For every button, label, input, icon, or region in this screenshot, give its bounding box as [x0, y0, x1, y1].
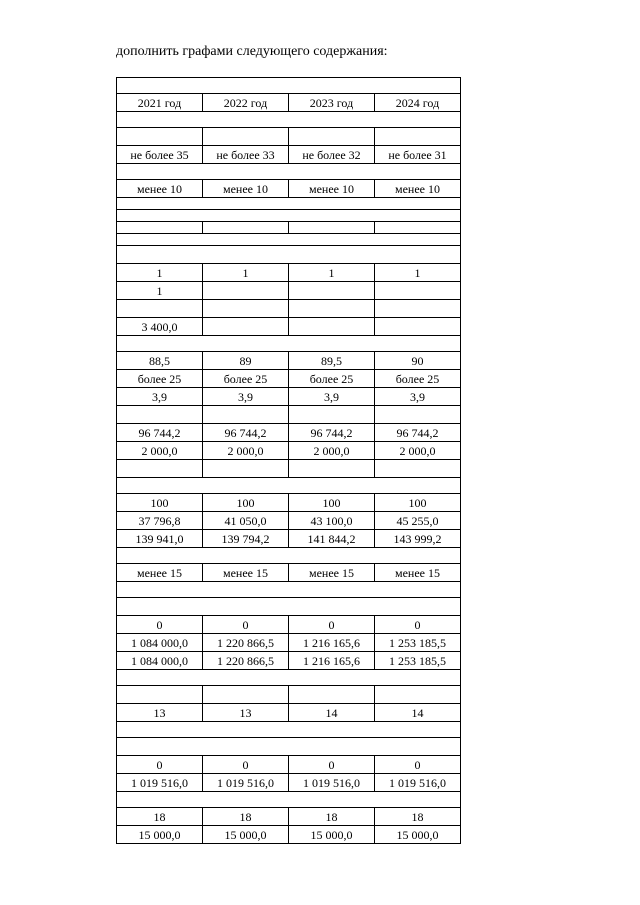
table-cell: более 25: [375, 370, 461, 388]
table-spacer-row: [117, 792, 461, 808]
table-row: [117, 406, 461, 424]
table-cell: 90: [375, 352, 461, 370]
table-row: [117, 128, 461, 146]
table-cell: [375, 686, 461, 704]
table-cell: 88,5: [117, 352, 203, 370]
table-cell: 0: [203, 616, 289, 634]
table-cell: 1 216 165,6: [289, 634, 375, 652]
table-cell: 3,9: [203, 388, 289, 406]
table-cell: 3 400,0: [117, 318, 203, 336]
table-cell: 1: [289, 264, 375, 282]
table-cell: [289, 460, 375, 478]
table-cell: [375, 318, 461, 336]
table-cell: 0: [289, 756, 375, 774]
table-cell: не более 32: [289, 146, 375, 164]
table-cell: 1: [117, 282, 203, 300]
table-spacer-row: [117, 78, 461, 94]
table-cell: 3,9: [117, 388, 203, 406]
table-cell: 2 000,0: [203, 442, 289, 460]
table-cell: 96 744,2: [117, 424, 203, 442]
table-spacer-row: [117, 210, 461, 222]
table-cell: [375, 406, 461, 424]
table-cell: [375, 222, 461, 234]
table-cell: 96 744,2: [203, 424, 289, 442]
table-cell: 14: [375, 704, 461, 722]
table-spacer-row: [117, 548, 461, 564]
table-cell: 41 050,0: [203, 512, 289, 530]
table-cell: 143 999,2: [375, 530, 461, 548]
table-row: [117, 704, 461, 722]
merged-cell: [117, 336, 461, 352]
merged-cell: [117, 164, 461, 180]
table-row: [117, 424, 461, 442]
table-row: [117, 222, 461, 234]
table-cell: 100: [375, 494, 461, 512]
table-body: [117, 78, 461, 844]
table-cell: 18: [375, 808, 461, 826]
table-cell: 15 000,0: [375, 826, 461, 844]
table-spacer-row: [117, 582, 461, 598]
table-cell: [375, 128, 461, 146]
table-cell: 141 844,2: [289, 530, 375, 548]
table-cell: 139 794,2: [203, 530, 289, 548]
table-cell: 1 084 000,0: [117, 652, 203, 670]
table-cell: менее 10: [375, 180, 461, 198]
table-cell: [117, 222, 203, 234]
merged-cell: [117, 234, 461, 246]
merged-cell: [117, 210, 461, 222]
table-spacer-row: [117, 164, 461, 180]
table-cell: менее 15: [375, 564, 461, 582]
table-cell: 100: [289, 494, 375, 512]
table-cell: [203, 460, 289, 478]
table-cell: [289, 406, 375, 424]
table-cell: [289, 318, 375, 336]
merged-cell: [117, 198, 461, 210]
table-cell: менее 10: [289, 180, 375, 198]
table-row: [117, 146, 461, 164]
table-cell: [203, 406, 289, 424]
table-cell: 2 000,0: [375, 442, 461, 460]
table-cell: 100: [117, 494, 203, 512]
table-cell: менее 15: [289, 564, 375, 582]
table-cell: 1 019 516,0: [117, 774, 203, 792]
table-row: [117, 180, 461, 198]
table-cell: [375, 460, 461, 478]
table-cell: менее 10: [117, 180, 203, 198]
table-cell: 1 220 866,5: [203, 652, 289, 670]
table-row: [117, 530, 461, 548]
table-cell: 100: [203, 494, 289, 512]
table-row: [117, 808, 461, 826]
table-cell: 1 019 516,0: [375, 774, 461, 792]
table-cell: [203, 318, 289, 336]
table-row: [117, 282, 461, 300]
table-cell: не более 35: [117, 146, 203, 164]
table-cell: [375, 282, 461, 300]
merged-cell: [117, 670, 461, 686]
table-cell: менее 15: [117, 564, 203, 582]
table-cell: 1 084 000,0: [117, 634, 203, 652]
table-cell: 1 019 516,0: [289, 774, 375, 792]
table-cell: 139 941,0: [117, 530, 203, 548]
table-spacer-row: [117, 670, 461, 686]
table-row: [117, 352, 461, 370]
table-cell: более 25: [117, 370, 203, 388]
table-cell: менее 10: [203, 180, 289, 198]
table-cell: 1: [117, 264, 203, 282]
table-cell: 3,9: [375, 388, 461, 406]
table-cell: 14: [289, 704, 375, 722]
table-cell: 18: [117, 808, 203, 826]
table-row: [117, 564, 461, 582]
table-spacer-row: [117, 234, 461, 246]
table-cell: более 25: [203, 370, 289, 388]
table-cell: 0: [289, 616, 375, 634]
table-cell: 89,5: [289, 352, 375, 370]
table-cell: [289, 686, 375, 704]
table-cell: [203, 300, 289, 318]
table-cell: 45 255,0: [375, 512, 461, 530]
table-row: [117, 264, 461, 282]
table-cell: 15 000,0: [117, 826, 203, 844]
table-cell: [117, 128, 203, 146]
merged-cell: [117, 738, 461, 756]
table-row: [117, 388, 461, 406]
table-cell: 18: [289, 808, 375, 826]
table-cell: [117, 300, 203, 318]
table-cell: [289, 300, 375, 318]
table-row: [117, 494, 461, 512]
table-header-row: [117, 94, 461, 112]
table-cell: более 25: [289, 370, 375, 388]
table-row: [117, 442, 461, 460]
merged-cell: [117, 722, 461, 738]
merged-cell: [117, 112, 461, 128]
table-cell: [289, 128, 375, 146]
merged-cell: [117, 246, 461, 264]
merged-cell: [117, 478, 461, 494]
table-spacer-row: [117, 336, 461, 352]
merged-cell: [117, 792, 461, 808]
year-header-cell: 2024 год: [375, 94, 461, 112]
table-cell: [117, 406, 203, 424]
table-cell: 2 000,0: [117, 442, 203, 460]
table-row: [117, 826, 461, 844]
table-cell: 1: [203, 264, 289, 282]
table-spacer-row: [117, 246, 461, 264]
merged-cell: [117, 78, 461, 94]
table-cell: не более 33: [203, 146, 289, 164]
table-cell: [203, 128, 289, 146]
table-cell: 89: [203, 352, 289, 370]
year-header-cell: 2022 год: [203, 94, 289, 112]
table-cell: 0: [117, 616, 203, 634]
table-row: [117, 616, 461, 634]
table-spacer-row: [117, 478, 461, 494]
table-spacer-row: [117, 738, 461, 756]
table-spacer-row: [117, 722, 461, 738]
table-cell: [203, 282, 289, 300]
table-cell: [375, 300, 461, 318]
table-cell: 18: [203, 808, 289, 826]
merged-cell: [117, 598, 461, 616]
table-row: [117, 300, 461, 318]
table-cell: 0: [375, 616, 461, 634]
table-row: [117, 460, 461, 478]
year-header-cell: 2021 год: [117, 94, 203, 112]
table-cell: 13: [203, 704, 289, 722]
table-cell: 1 019 516,0: [203, 774, 289, 792]
table-cell: [203, 686, 289, 704]
data-table: [116, 77, 461, 844]
table-cell: [289, 222, 375, 234]
table-cell: 96 744,2: [289, 424, 375, 442]
table-row: [117, 370, 461, 388]
table-cell: [117, 460, 203, 478]
table-row: [117, 512, 461, 530]
table-cell: менее 15: [203, 564, 289, 582]
table-cell: [203, 222, 289, 234]
merged-cell: [117, 582, 461, 598]
table-cell: 1 253 185,5: [375, 652, 461, 670]
table-cell: 1 216 165,6: [289, 652, 375, 670]
table-cell: 1 253 185,5: [375, 634, 461, 652]
table-cell: 96 744,2: [375, 424, 461, 442]
table-cell: 0: [117, 756, 203, 774]
merged-cell: [117, 548, 461, 564]
table-row: [117, 634, 461, 652]
table-cell: [289, 282, 375, 300]
table-row: [117, 318, 461, 336]
table-cell: не более 31: [375, 146, 461, 164]
table-cell: 15 000,0: [289, 826, 375, 844]
year-header-cell: 2023 год: [289, 94, 375, 112]
table-cell: 0: [375, 756, 461, 774]
table-cell: 0: [203, 756, 289, 774]
table-cell: 1 220 866,5: [203, 634, 289, 652]
table-row: [117, 756, 461, 774]
table-spacer-row: [117, 112, 461, 128]
table-cell: 2 000,0: [289, 442, 375, 460]
table-spacer-row: [117, 198, 461, 210]
table-cell: 15 000,0: [203, 826, 289, 844]
table-cell: 3,9: [289, 388, 375, 406]
table-row: [117, 652, 461, 670]
table-cell: 1: [375, 264, 461, 282]
table-cell: [117, 686, 203, 704]
table-cell: 43 100,0: [289, 512, 375, 530]
table-row: [117, 774, 461, 792]
table-cell: 13: [117, 704, 203, 722]
table-row: [117, 686, 461, 704]
table-spacer-row: [117, 598, 461, 616]
intro-text: дополнить графами следующего содержания:: [116, 44, 388, 59]
table-cell: 37 796,8: [117, 512, 203, 530]
